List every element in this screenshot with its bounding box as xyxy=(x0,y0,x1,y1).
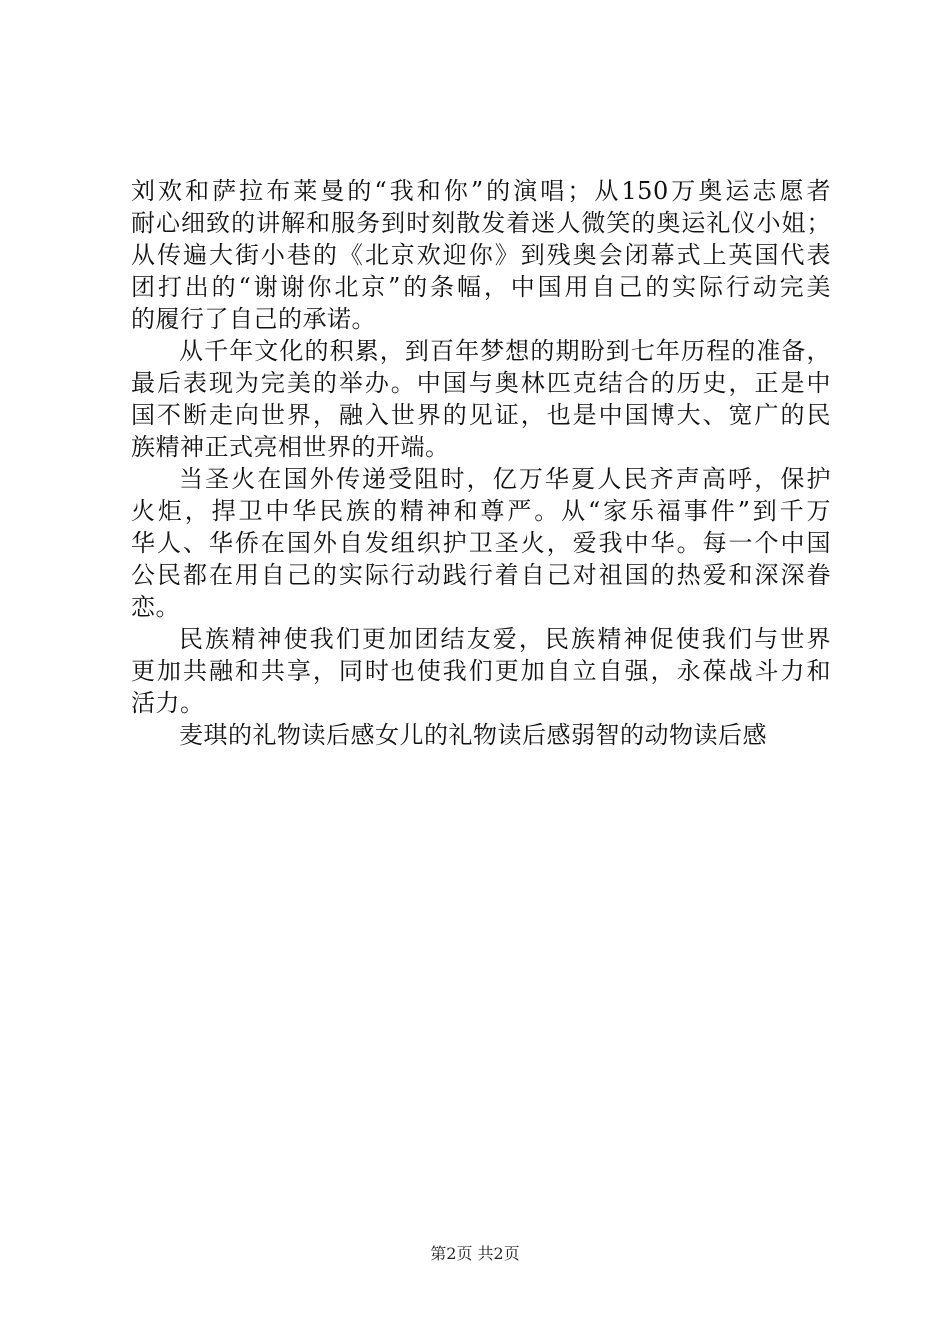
paragraph-1 xyxy=(131,175,831,335)
document-body xyxy=(131,175,831,751)
paragraph-3 xyxy=(131,463,831,623)
page-number-label: 第2页 共2页 xyxy=(430,1244,520,1263)
page-footer xyxy=(0,1244,950,1264)
text-line: 的履行了自己的承诺。 xyxy=(131,305,376,333)
paragraph-2 xyxy=(131,335,831,463)
text-line: 刘欢和萨拉布莱曼的“我和你”的演唱；从150万奥运志愿者 xyxy=(131,177,831,205)
text-line: 火炬，捍卫中华民族的精神和尊严。从“家乐福事件”到千万 xyxy=(131,497,831,525)
paragraph-5 xyxy=(131,719,831,751)
text-line: 更加共融和共享，同时也使我们更加自立自强，永葆战斗力和 xyxy=(131,657,831,685)
text-line: 从千年文化的积累，到百年梦想的期盼到七年历程的准备， xyxy=(179,337,831,365)
text-line: 恋。 xyxy=(131,593,180,621)
text-line: 最后表现为完美的举办。中国与奥林匹克结合的历史，正是中 xyxy=(131,369,831,397)
text-line: 当圣火在国外传递受阻时，亿万华夏人民齐声高呼，保护 xyxy=(179,465,831,493)
text-line: 团打出的“谢谢你北京”的条幅，中国用自己的实际行动完美 xyxy=(131,273,831,301)
text-line: 麦琪的礼物读后感女儿的礼物读后感弱智的动物读后感 xyxy=(179,721,767,749)
text-line: 华人、华侨在国外自发组织护卫圣火，爱我中华。每一个中国 xyxy=(131,529,831,557)
paragraph-4 xyxy=(131,623,831,719)
text-line: 国不断走向世界，融入世界的见证，也是中国博大、宽广的民 xyxy=(131,401,831,429)
text-line: 从传遍大街小巷的《北京欢迎你》到残奥会闭幕式上英国代表 xyxy=(131,241,831,269)
text-line: 耐心细致的讲解和服务到时刻散发着迷人微笑的奥运礼仪小姐； xyxy=(131,209,831,237)
text-line: 族精神正式亮相世界的开端。 xyxy=(131,433,450,461)
text-line: 民族精神使我们更加团结友爱，民族精神促使我们与世界 xyxy=(179,625,831,653)
text-line: 活力。 xyxy=(131,689,205,717)
text-line: 公民都在用自己的实际行动践行着自己对祖国的热爱和深深眷 xyxy=(131,561,831,589)
